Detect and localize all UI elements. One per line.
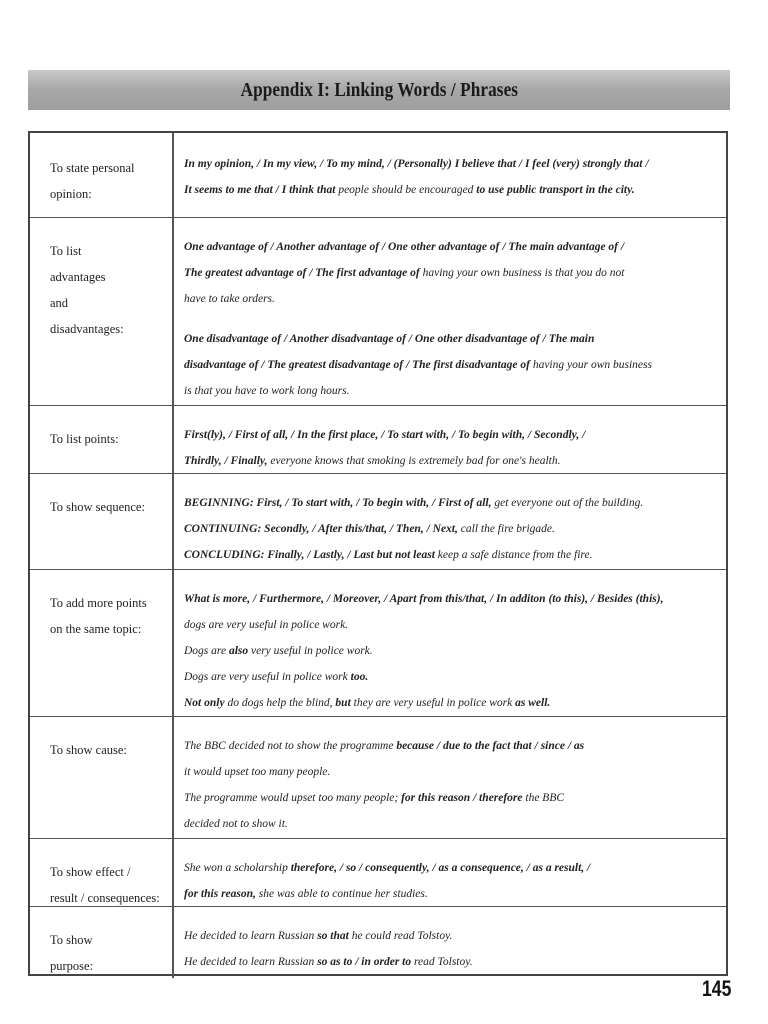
row-label-line: To show effect / — [50, 865, 131, 879]
table-row — [30, 133, 726, 218]
linking-phrase: CONCLUDING: Finally, / Lastly, / Last but not least — [184, 549, 435, 561]
example-text: He decided to learn Russian — [184, 930, 318, 942]
content-line — [184, 490, 714, 516]
column-divider — [172, 717, 174, 838]
row-label-line: To add more points — [50, 596, 147, 610]
content-line — [184, 923, 714, 949]
content-line — [184, 448, 714, 474]
example-text: they are very useful in police work — [350, 697, 516, 709]
linking-phrase: Thirdly, / Finally, — [184, 455, 268, 467]
example-text: The programme would upset too many people; — [184, 792, 402, 804]
content-line — [184, 949, 714, 975]
content-line — [184, 855, 714, 881]
linking-phrase: as well. — [515, 697, 551, 709]
content-line — [184, 638, 714, 664]
content-line — [184, 260, 714, 286]
table-row — [30, 406, 726, 474]
row-label-line: To show cause: — [50, 743, 127, 757]
linking-phrase: One disadvantage of / Another disadvantage of / One other disadvantage of / The main — [184, 333, 595, 345]
linking-phrase: for this reason, — [184, 888, 256, 900]
example-text: decided not to show it. — [184, 818, 288, 830]
row-label-line: disadvantages: — [50, 322, 124, 336]
paragraph-gap — [184, 312, 714, 326]
content-line — [184, 759, 714, 785]
content-line — [184, 516, 714, 542]
row-label-line: To list points: — [50, 432, 119, 446]
column-divider — [172, 133, 174, 217]
row-content — [184, 855, 714, 907]
example-text: She won a scholarship — [184, 862, 291, 874]
row-content — [184, 422, 714, 474]
row-label — [50, 859, 168, 911]
column-divider — [172, 570, 174, 716]
content-line — [184, 422, 714, 448]
column-divider — [172, 406, 174, 473]
linking-phrase: therefore, / so / consequently, / as a consequence, / as a result, / — [290, 862, 591, 874]
row-content — [184, 586, 714, 716]
linking-phrase: It seems to me that / I think that — [184, 184, 336, 196]
example-text: call the fire brigade. — [457, 523, 555, 535]
example-text: keep a safe distance from the fire. — [434, 549, 593, 561]
row-label-line: To show sequence: — [50, 500, 145, 514]
content-line — [184, 542, 714, 568]
content-line — [184, 785, 714, 811]
page-title: Appendix I: Linking Words / Phrases — [240, 78, 518, 101]
example-text: having your own business is that you do not — [419, 267, 625, 279]
row-label — [50, 494, 168, 520]
linking-phrase: too. — [350, 671, 369, 683]
linking-phrase: for this reason / therefore — [401, 792, 523, 804]
linking-phrase: to use public transport in the city. — [476, 184, 635, 196]
content-line — [184, 811, 714, 837]
example-text: he could read Tolstoy. — [348, 930, 453, 942]
row-label — [50, 590, 168, 642]
row-content — [184, 733, 714, 837]
content-line — [184, 177, 714, 203]
table-row — [30, 218, 726, 406]
page-number: 145 — [702, 976, 732, 1001]
row-label-line: purpose: — [50, 959, 94, 973]
example-text: very useful in police work. — [248, 645, 373, 657]
linking-phrase: The greatest advantage of / The first advantage of — [184, 267, 420, 279]
content-line — [184, 664, 714, 690]
linking-phrase: One advantage of / Another advantage of / One other advantage of / The main advantage of / — [184, 241, 625, 253]
linking-phrase: First(ly), / First of all, / In the first place, / To start with, / To begin with, / Secondly, / — [184, 429, 586, 441]
content-line — [184, 690, 714, 716]
column-divider — [172, 474, 174, 569]
example-text: get everyone out of the building. — [491, 497, 644, 509]
linking-phrase: so that — [317, 930, 349, 942]
content-line — [184, 286, 714, 312]
linking-phrase: What is more, / Furthermore, / Moreover, / Apart from this/that, / In additon (to this), / Besides (this), — [184, 593, 664, 605]
linking-phrase: Not only — [184, 697, 225, 709]
linking-phrase: disadvantage of / The greatest disadvantage of / The first disadvantage of — [184, 359, 530, 371]
row-label — [50, 238, 168, 342]
row-label — [50, 927, 168, 979]
example-text: do dogs help the blind, — [224, 697, 336, 709]
content-line — [184, 352, 714, 378]
row-label-line: advantages — [50, 270, 106, 284]
table-row — [30, 839, 726, 907]
row-label-line: result / consequences: — [50, 891, 160, 905]
row-label-line: and — [50, 296, 69, 310]
content-line — [184, 586, 714, 612]
column-divider — [172, 218, 174, 405]
table-row — [30, 474, 726, 570]
linking-phrase: also — [228, 645, 249, 657]
linking-phrase: In my opinion, / In my view, / To my mind, / (Personally) I believe that / I feel (very) strongly that / — [184, 158, 649, 170]
content-line — [184, 881, 714, 907]
example-text: Dogs are very useful in police work — [184, 671, 351, 683]
content-line — [184, 612, 714, 638]
row-label-line: To list — [50, 244, 82, 258]
row-label — [50, 426, 168, 452]
table-row — [30, 907, 726, 978]
row-content — [184, 234, 714, 404]
linking-phrase: because / due to the fact that / since / as — [396, 740, 585, 752]
row-content — [184, 490, 714, 568]
title-bar — [28, 70, 730, 110]
table-row — [30, 570, 726, 717]
row-content — [184, 923, 714, 975]
content-line — [184, 234, 714, 260]
example-text: people should be encouraged — [335, 184, 477, 196]
example-text: it would upset too many people. — [184, 766, 331, 778]
example-text: read Tolstoy. — [411, 956, 473, 968]
linking-phrase: CONTINUING: Secondly, / After this/that, / Then, / Next, — [184, 523, 458, 535]
content-line — [184, 378, 714, 404]
linking-phrase: but — [335, 697, 351, 709]
row-label-line: on the same topic: — [50, 622, 142, 636]
row-label-line: To state personal — [50, 161, 135, 175]
example-text: He decided to learn Russian — [184, 956, 318, 968]
example-text: The BBC decided not to show the programme — [184, 740, 397, 752]
row-label — [50, 737, 168, 763]
example-text: dogs are very useful in police work. — [184, 619, 349, 631]
row-content — [184, 151, 714, 203]
row-label-line: opinion: — [50, 187, 92, 201]
linking-phrase: so as to / in order to — [317, 956, 412, 968]
example-text: is that you have to work long hours. — [184, 385, 350, 397]
example-text: the BBC — [522, 792, 565, 804]
column-divider — [172, 839, 174, 906]
row-label-line: To show — [50, 933, 93, 947]
content-line — [184, 151, 714, 177]
linking-words-table — [28, 131, 728, 976]
example-text: she was able to continue her studies. — [255, 888, 428, 900]
content-line — [184, 733, 714, 759]
example-text: having your own business — [529, 359, 652, 371]
example-text: have to take orders. — [184, 293, 275, 305]
content-line — [184, 326, 714, 352]
table-row — [30, 717, 726, 839]
row-label — [50, 155, 168, 207]
linking-phrase: BEGINNING: First, / To start with, / To begin with, / First of all, — [184, 497, 492, 509]
column-divider — [172, 907, 174, 978]
example-text: Dogs are — [184, 645, 229, 657]
example-text: everyone knows that smoking is extremely bad for one's health. — [267, 455, 561, 467]
